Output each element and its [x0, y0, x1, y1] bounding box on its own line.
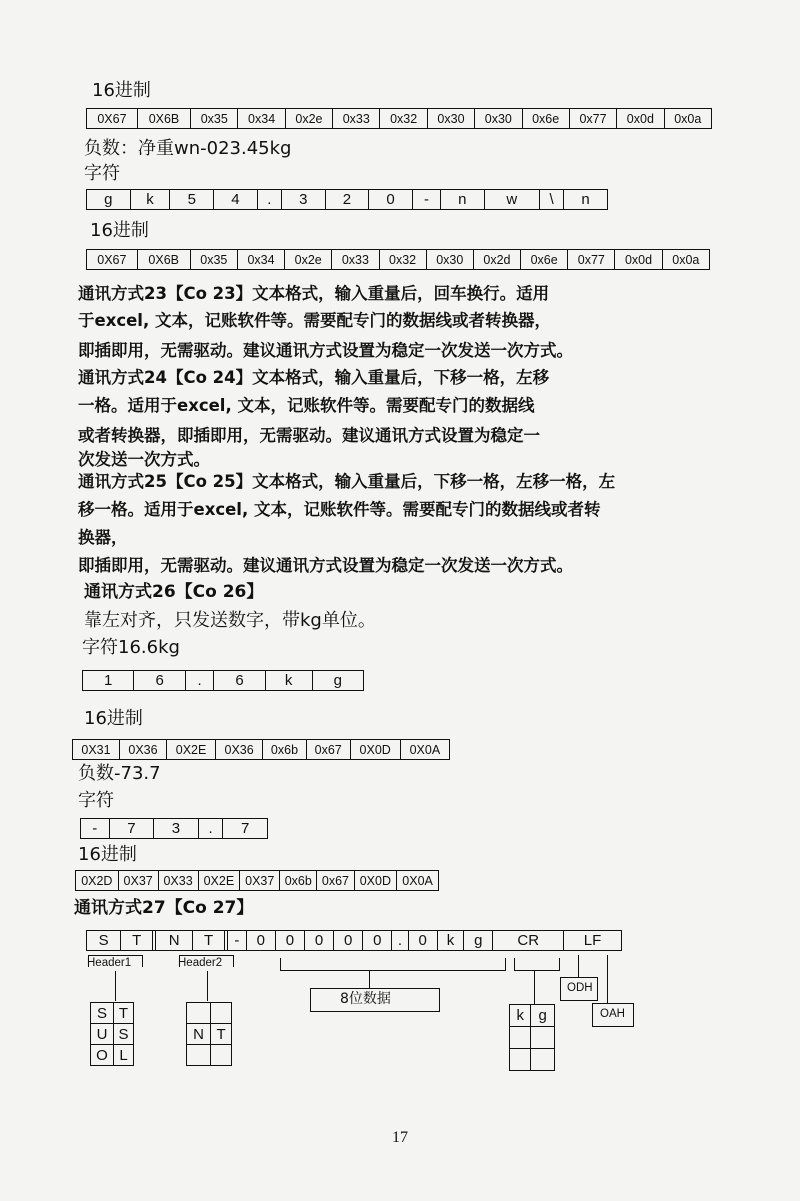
char-cell: 2: [325, 190, 369, 210]
char-cell: .: [257, 190, 281, 210]
hex-cell: 0x2d: [473, 250, 520, 270]
char-cell: k: [130, 190, 170, 210]
frame-cell: S: [87, 931, 121, 951]
odh-label: ODH: [567, 982, 593, 994]
data-bracket: [280, 970, 506, 971]
table-row: [76, 871, 439, 891]
hex-label: 16进制: [90, 220, 149, 241]
table-row: [81, 819, 268, 839]
table-row: [510, 1005, 555, 1027]
co24-line-4: 次发送一次方式。: [78, 450, 210, 469]
hex-cell: 0X0D: [354, 871, 397, 891]
table-row: [73, 740, 450, 760]
frame-cell: .: [392, 931, 408, 951]
char-cell: 6: [134, 671, 185, 691]
grid-cell: [510, 1049, 531, 1071]
co23-line-2: 于excel, 文本，记账软件等。需要配专门的数据线或者转换器，: [78, 311, 551, 330]
frame-cell: N: [156, 931, 193, 951]
hex-cell: 0x77: [568, 250, 615, 270]
hex-cell: 0X2E: [166, 740, 215, 760]
data-bracket: [505, 958, 506, 970]
frame-cell: 0: [363, 931, 392, 951]
grid-cell: O: [91, 1045, 114, 1066]
co24-line-1: 通讯方式24【Co 24】文本格式，输入重量后，下移一格，左移: [78, 368, 550, 387]
char-cell: 0: [369, 190, 413, 210]
char-cell: 6: [214, 671, 265, 691]
co26-char-label-2: 字符: [78, 790, 114, 811]
hex-cell: 0X33: [158, 871, 198, 891]
hex-cell: 0X36: [216, 740, 263, 760]
hex-table-positive: [86, 108, 712, 129]
hex-cell: 0X37: [118, 871, 158, 891]
frame-cell: T: [193, 931, 225, 951]
char-cell: 5: [170, 190, 214, 210]
char-cell: w: [484, 190, 539, 210]
header2-connector: [207, 971, 208, 1001]
co25-line-2: 移一格。适用于excel, 文本，记账软件等。需要配专门的数据线或者转: [78, 500, 601, 519]
co26-description: 靠左对齐，只发送数字，带kg单位。: [84, 610, 376, 631]
hex-cell: 0x2e: [285, 250, 332, 270]
char-cell: 4: [214, 190, 258, 210]
frame-cell: 0: [246, 931, 275, 951]
hex-cell: 0x0a: [662, 250, 709, 270]
hex-cell: 0x6b: [263, 740, 307, 760]
hex-cell: 0x67: [317, 871, 354, 891]
char-label: 字符: [84, 163, 120, 184]
header2-label: Header2: [178, 957, 223, 969]
table-row: [187, 1003, 232, 1024]
hex-cell: 0x32: [379, 250, 426, 270]
hex-cell: 0x35: [190, 250, 237, 270]
grid-cell: k: [510, 1005, 531, 1027]
frame-cell: 0: [275, 931, 304, 951]
co26-hex-table: [72, 739, 450, 760]
char-cell: .: [198, 819, 223, 839]
co26-negative-label: 负数-73.7: [78, 763, 161, 784]
hex-cell: 0x6e: [522, 109, 569, 129]
table-row: [87, 250, 710, 270]
hex-cell: 0X37: [240, 871, 280, 891]
data-bracket: [280, 958, 281, 970]
frame-cell: g: [464, 931, 493, 951]
unit-bracket: [514, 958, 515, 970]
hex-cell: 0x32: [380, 109, 427, 129]
table-row: [187, 1045, 232, 1066]
negative-label: 负数：净重wn-023.45kg: [84, 138, 292, 159]
table-row: [510, 1049, 555, 1071]
header2-bracket: [233, 955, 234, 967]
grid-cell: S: [114, 1024, 134, 1045]
char-cell: g: [87, 190, 131, 210]
hex-cell: 0X2D: [76, 871, 119, 891]
hex-cell: 0x67: [306, 740, 350, 760]
oah-label: OAH: [600, 1008, 625, 1020]
char-cell: 7: [109, 819, 154, 839]
unit-grid: [509, 1004, 555, 1071]
co26-heading: 通讯方式26【Co 26】: [84, 582, 264, 602]
frame-cell: k: [437, 931, 464, 951]
hex-cell: 0x77: [569, 109, 616, 129]
hex-cell: 0x34: [237, 250, 284, 270]
hex-cell: 0X31: [73, 740, 120, 760]
hex-cell: 0x0d: [617, 109, 664, 129]
co24-line-2: 一格。适用于excel, 文本，记账软件等。需要配专门的数据线: [78, 396, 535, 415]
frame-cell: 0: [305, 931, 334, 951]
char-cell: .: [185, 671, 213, 691]
char-table-negative: [86, 189, 608, 210]
co26-char-label: 字符16.6kg: [82, 637, 180, 658]
char-cell: k: [265, 671, 312, 691]
unit-bracket: [514, 970, 560, 971]
grid-cell: L: [114, 1045, 134, 1066]
co26-hex-label: 16进制: [84, 708, 143, 729]
header2-grid: [186, 1002, 232, 1066]
hex-cell: 0x0a: [664, 109, 711, 129]
hex-cell: 0x33: [333, 109, 380, 129]
table-row: [83, 671, 364, 691]
co27-frame-table: [86, 930, 622, 951]
co27-heading: 通讯方式27【Co 27】: [74, 898, 254, 918]
char-cell: 3: [281, 190, 325, 210]
hex-cell: 0X0A: [397, 871, 439, 891]
char-cell: -: [81, 819, 110, 839]
co23-line-1: 通讯方式23【Co 23】文本格式，输入重量后，回车换行。适用: [78, 284, 550, 303]
data-label: 8位数据: [340, 991, 391, 1007]
hex-cell: 0X2E: [198, 871, 240, 891]
hex-cell: 0X0D: [350, 740, 400, 760]
hex-cell: 0x35: [191, 109, 238, 129]
grid-cell: [187, 1003, 211, 1024]
co24-line-3: 或者转换器，即插即用，无需驱动。建议通讯方式设置为稳定一: [78, 426, 540, 445]
hex-cell: 0x30: [475, 109, 522, 129]
co26-char-table-negative: [80, 818, 268, 839]
char-cell: 1: [83, 671, 134, 691]
char-cell: \: [540, 190, 564, 210]
co25-line-3: 换器，: [78, 528, 128, 547]
co26-hex-table-negative: [75, 870, 439, 891]
frame-cell: CR: [493, 931, 564, 951]
grid-cell: [211, 1045, 232, 1066]
hex-cell: 0x0d: [615, 250, 662, 270]
co23-line-3: 即插即用，无需驱动。建议通讯方式设置为稳定一次发送一次方式。: [78, 341, 573, 360]
co26-hex-label-2: 16进制: [78, 844, 137, 865]
hex-cell: 0x6b: [280, 871, 317, 891]
frame-cell: T: [121, 931, 153, 951]
grid-cell: T: [211, 1024, 232, 1045]
char-cell: -: [412, 190, 440, 210]
data-connector: [369, 970, 370, 988]
lf-connector: [607, 955, 608, 1003]
grid-cell: T: [114, 1003, 134, 1024]
hex-cell: 0x30: [426, 250, 473, 270]
frame-cell: 0: [334, 931, 363, 951]
hex-table-negative: [86, 249, 710, 270]
page-number: 17: [392, 1129, 408, 1146]
char-cell: n: [564, 190, 608, 210]
frame-cell: LF: [564, 931, 622, 951]
hex-cell: 0x34: [238, 109, 285, 129]
co25-line-1: 通讯方式25【Co 25】文本格式，输入重量后，下移一格，左移一格，左: [78, 472, 616, 491]
hex-label: 16进制: [92, 80, 151, 101]
grid-cell: S: [91, 1003, 114, 1024]
hex-cell: 0x6e: [521, 250, 568, 270]
hex-cell: 0X0A: [400, 740, 449, 760]
header1-label: Header1: [87, 957, 132, 969]
header1-grid: [90, 1002, 134, 1066]
unit-connector: [534, 970, 535, 1004]
hex-cell: 0x30: [427, 109, 474, 129]
frame-cell: -: [228, 931, 247, 951]
header1-connector: [115, 971, 116, 1001]
hex-cell: 0X67: [87, 109, 138, 129]
table-row: [87, 931, 622, 951]
frame-cell: 0: [408, 931, 437, 951]
table-row: [510, 1027, 555, 1049]
header1-bracket: [142, 955, 143, 967]
hex-cell: 0X6B: [137, 109, 190, 129]
grid-cell: N: [187, 1024, 211, 1045]
table-row: [91, 1024, 134, 1045]
cr-connector: [578, 955, 579, 977]
char-cell: g: [312, 671, 363, 691]
co26-char-table: [82, 670, 364, 691]
table-row: [87, 190, 608, 210]
grid-cell: U: [91, 1024, 114, 1045]
char-cell: 3: [154, 819, 199, 839]
table-row: [87, 109, 712, 129]
co25-line-4: 即插即用，无需驱动。建议通讯方式设置为稳定一次发送一次方式。: [78, 556, 573, 575]
hex-cell: 0x33: [332, 250, 379, 270]
table-row: [91, 1045, 134, 1066]
hex-cell: 0X67: [87, 250, 138, 270]
grid-cell: g: [531, 1005, 555, 1027]
char-cell: n: [440, 190, 484, 210]
grid-cell: [510, 1027, 531, 1049]
grid-cell: [187, 1045, 211, 1066]
hex-cell: 0x2e: [285, 109, 332, 129]
grid-cell: [531, 1049, 555, 1071]
char-cell: 7: [223, 819, 268, 839]
hex-cell: 0X6B: [137, 250, 190, 270]
hex-cell: 0X36: [119, 740, 166, 760]
table-row: [187, 1024, 232, 1045]
grid-cell: [211, 1003, 232, 1024]
grid-cell: [531, 1027, 555, 1049]
unit-bracket: [559, 958, 560, 970]
table-row: [91, 1003, 134, 1024]
